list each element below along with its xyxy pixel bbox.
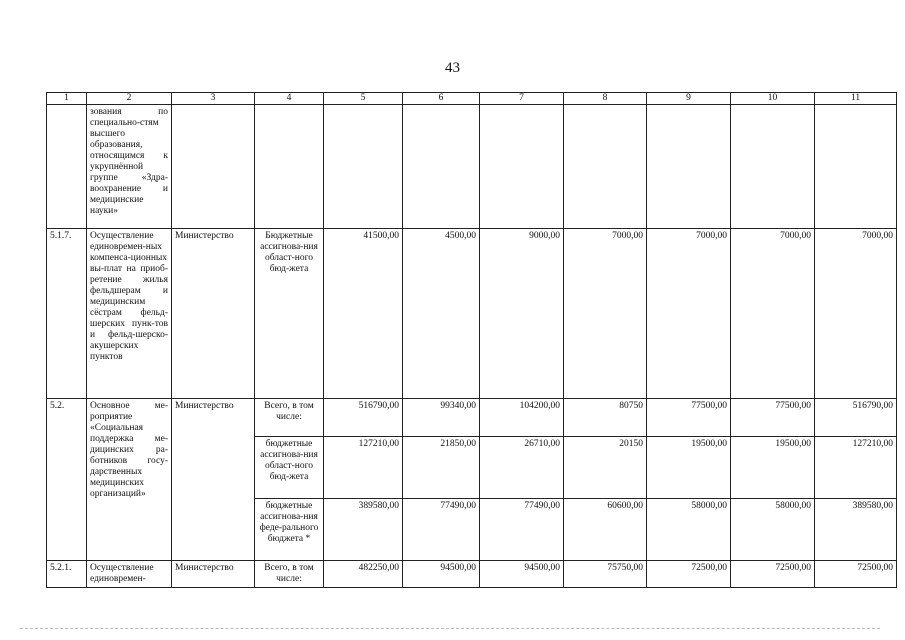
funding-source xyxy=(255,105,324,229)
value-year-6: 7000,00 xyxy=(815,229,897,399)
item-executor: Министерство xyxy=(172,561,255,588)
value-year-2 xyxy=(480,105,564,229)
column-number-row xyxy=(47,93,897,105)
item-name: Основное ме-роприятие «Социальная поддержка ме-дицинских ра-ботников госу-дарственных медицинских организаций» xyxy=(87,399,172,561)
col-header-5: 5 xyxy=(324,93,403,105)
item-name: Осуществление единовремен- xyxy=(87,561,172,588)
col-header-3: 3 xyxy=(172,93,255,105)
item-number: 5.2. xyxy=(47,399,87,561)
value-year-4: 77500,00 xyxy=(647,399,731,437)
scan-artifact-line xyxy=(20,628,880,629)
item-executor xyxy=(172,105,255,229)
funding-source: бюджетные ассигнова-ния област-ного бюд-жета xyxy=(255,437,324,499)
item-executor: Министерство xyxy=(172,399,255,561)
col-header-10: 10 xyxy=(731,93,815,105)
value-year-3 xyxy=(564,105,647,229)
value-year-6: 127210,00 xyxy=(815,437,897,499)
budget-table xyxy=(46,92,897,588)
value-year-2: 9000,00 xyxy=(480,229,564,399)
col-header-9: 9 xyxy=(647,93,731,105)
value-year-3: 7000,00 xyxy=(564,229,647,399)
value-year-1: 21850,00 xyxy=(403,437,480,499)
value-year-5: 77500,00 xyxy=(731,399,815,437)
value-year-1 xyxy=(403,105,480,229)
item-number: 5.2.1. xyxy=(47,561,87,588)
value-year-3: 60600,00 xyxy=(564,499,647,561)
col-header-7: 7 xyxy=(480,93,564,105)
value-year-4 xyxy=(647,105,731,229)
value-year-1: 99340,00 xyxy=(403,399,480,437)
value-year-5: 72500,00 xyxy=(731,561,815,588)
value-year-3: 75750,00 xyxy=(564,561,647,588)
col-header-1: 1 xyxy=(47,93,87,105)
value-year-1: 94500,00 xyxy=(403,561,480,588)
funding-source: Всего, в том числе: xyxy=(255,561,324,588)
value-year-5: 7000,00 xyxy=(731,229,815,399)
funding-source: бюджетные ассигнова-ния феде-рального бюджета * xyxy=(255,499,324,561)
col-header-8: 8 xyxy=(564,93,647,105)
table-row xyxy=(47,399,897,437)
col-header-11: 11 xyxy=(815,93,897,105)
value-year-2: 94500,00 xyxy=(480,561,564,588)
value-total: 41500,00 xyxy=(324,229,403,399)
col-header-4: 4 xyxy=(255,93,324,105)
value-year-3: 20150 xyxy=(564,437,647,499)
value-year-5 xyxy=(731,105,815,229)
funding-source: Бюджетные ассигнова-ния област-ного бюд-жета xyxy=(255,229,324,399)
value-year-4: 7000,00 xyxy=(647,229,731,399)
table-row xyxy=(47,561,897,588)
value-year-6: 516790,00 xyxy=(815,399,897,437)
value-year-1: 4500,00 xyxy=(403,229,480,399)
page-number: 43 xyxy=(445,60,460,76)
value-year-3: 80750 xyxy=(564,399,647,437)
value-total: 389580,00 xyxy=(324,499,403,561)
funding-source: Всего, в том числе: xyxy=(255,399,324,437)
col-header-2: 2 xyxy=(87,93,172,105)
value-year-4: 19500,00 xyxy=(647,437,731,499)
value-total: 482250,00 xyxy=(324,561,403,588)
value-total xyxy=(324,105,403,229)
item-number: 5.1.7. xyxy=(47,229,87,399)
item-executor: Министерство xyxy=(172,229,255,399)
table-row xyxy=(47,229,897,399)
table-row xyxy=(47,105,897,229)
value-year-2: 26710,00 xyxy=(480,437,564,499)
value-year-4: 58000,00 xyxy=(647,499,731,561)
col-header-6: 6 xyxy=(403,93,480,105)
value-year-5: 58000,00 xyxy=(731,499,815,561)
value-year-2: 104200,00 xyxy=(480,399,564,437)
value-year-6: 389580,00 xyxy=(815,499,897,561)
value-year-4: 72500,00 xyxy=(647,561,731,588)
item-name: Осуществление единовремен-ных компенса-ционных вы-плат на приоб-ретение жилья фельдшерам и медицинским сёстрам фельд-шерских пунк-тов и фельд-шерско-акушерских пунктов xyxy=(87,229,172,399)
value-year-6 xyxy=(815,105,897,229)
value-year-1: 77490,00 xyxy=(403,499,480,561)
value-year-6: 72500,00 xyxy=(815,561,897,588)
value-total: 516790,00 xyxy=(324,399,403,437)
value-year-5: 19500,00 xyxy=(731,437,815,499)
value-year-2: 77490,00 xyxy=(480,499,564,561)
item-number xyxy=(47,105,87,229)
item-name: зования по специально-стям высшего образования, относящимся к укрупнённой группе «Здра-воохранение и медицинские науки» xyxy=(87,105,172,229)
value-total: 127210,00 xyxy=(324,437,403,499)
